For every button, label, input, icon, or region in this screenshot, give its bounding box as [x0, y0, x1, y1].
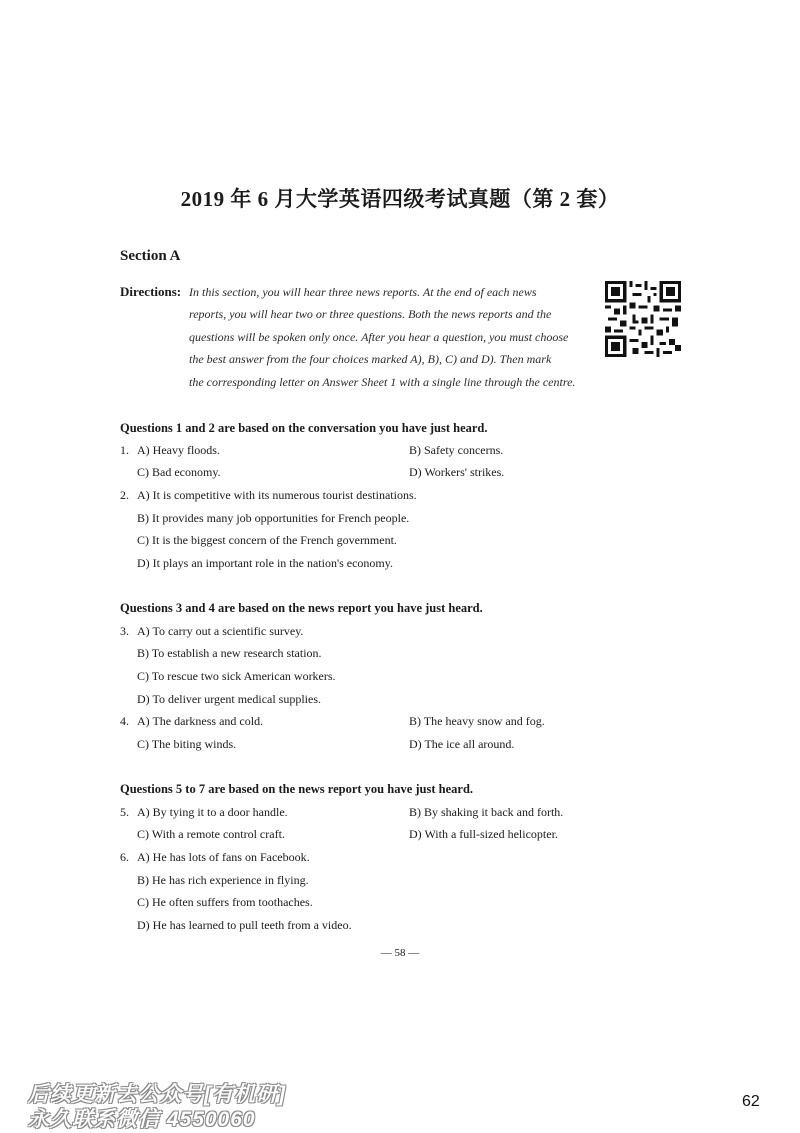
answer-option: B) It provides many job opportunities for French people.	[137, 511, 410, 525]
answer-option: B) He has rich experience in flying.	[137, 873, 309, 887]
answer-option: B) By shaking it back and forth.	[409, 805, 564, 819]
question-number: 1.	[120, 443, 129, 457]
answer-option: D) With a full-sized helicopter.	[409, 827, 558, 841]
answer-option: C) The biting winds.	[137, 737, 237, 751]
question-number: 3.	[120, 624, 129, 638]
section-heading: Section A	[120, 248, 181, 264]
question-number: 6.	[120, 850, 129, 864]
answer-option: D) It plays an important role in the nation's economy.	[137, 556, 393, 570]
question-number: 2.	[120, 488, 129, 502]
answer-option: C) He often suffers from toothaches.	[137, 895, 313, 909]
answer-option: C) It is the biggest concern of the French government.	[137, 533, 397, 547]
page-number: — 58 —	[380, 947, 420, 959]
answer-option: A) The darkness and cold.	[137, 714, 264, 728]
answer-option: C) Bad economy.	[137, 465, 221, 479]
directions-line: the best answer from the four choices marked A), B), C) and D). Then mark	[189, 352, 552, 366]
watermark-line: 永久联系微信 4550060	[28, 1108, 256, 1131]
page-title: 2019 年 6 月大学英语四级考试真题（第 2 套）	[180, 187, 620, 211]
question-number: 5.	[120, 805, 129, 819]
directions-line: the corresponding letter on Answer Sheet 1 with a single line through the centre.	[189, 375, 576, 389]
answer-option: C) With a remote control craft.	[137, 827, 285, 841]
qr-code-icon	[605, 281, 681, 357]
answer-option: D) To deliver urgent medical supplies.	[137, 692, 322, 706]
question-group-header: Questions 5 to 7 are based on the news report you have just heard.	[120, 782, 474, 796]
answer-option: A) He has lots of fans on Facebook.	[137, 850, 310, 864]
answer-option: B) To establish a new research station.	[137, 646, 322, 660]
question-number: 4.	[120, 714, 129, 728]
watermark-line: 后续更新去公众号[有机研]	[28, 1083, 286, 1106]
answer-option: D) The ice all around.	[409, 737, 515, 751]
directions-line: questions will be spoken only once. After you hear a question, you must choose	[189, 330, 569, 344]
corner-page-number: 62	[742, 1093, 760, 1110]
answer-option: A) It is competitive with its numerous tourist destinations.	[137, 488, 417, 502]
question-group-header: Questions 1 and 2 are based on the conversation you have just heard.	[120, 421, 488, 435]
answer-option: B) The heavy snow and fog.	[409, 714, 545, 728]
answer-option: A) By tying it to a door handle.	[137, 805, 288, 819]
question-group-header: Questions 3 and 4 are based on the news report you have just heard.	[120, 601, 483, 615]
answer-option: A) Heavy floods.	[137, 443, 220, 457]
answer-option: D) Workers' strikes.	[409, 465, 505, 479]
answer-option: A) To carry out a scientific survey.	[137, 624, 304, 638]
directions-line: In this section, you will hear three news reports. At the end of each news	[189, 285, 537, 299]
directions-line: reports, you will hear two or three questions. Both the news reports and the	[189, 307, 552, 321]
answer-option: D) He has learned to pull teeth from a video.	[137, 918, 352, 932]
answer-option: C) To rescue two sick American workers.	[137, 669, 336, 683]
directions-label: Directions:	[120, 284, 182, 299]
answer-option: B) Safety concerns.	[409, 443, 504, 457]
